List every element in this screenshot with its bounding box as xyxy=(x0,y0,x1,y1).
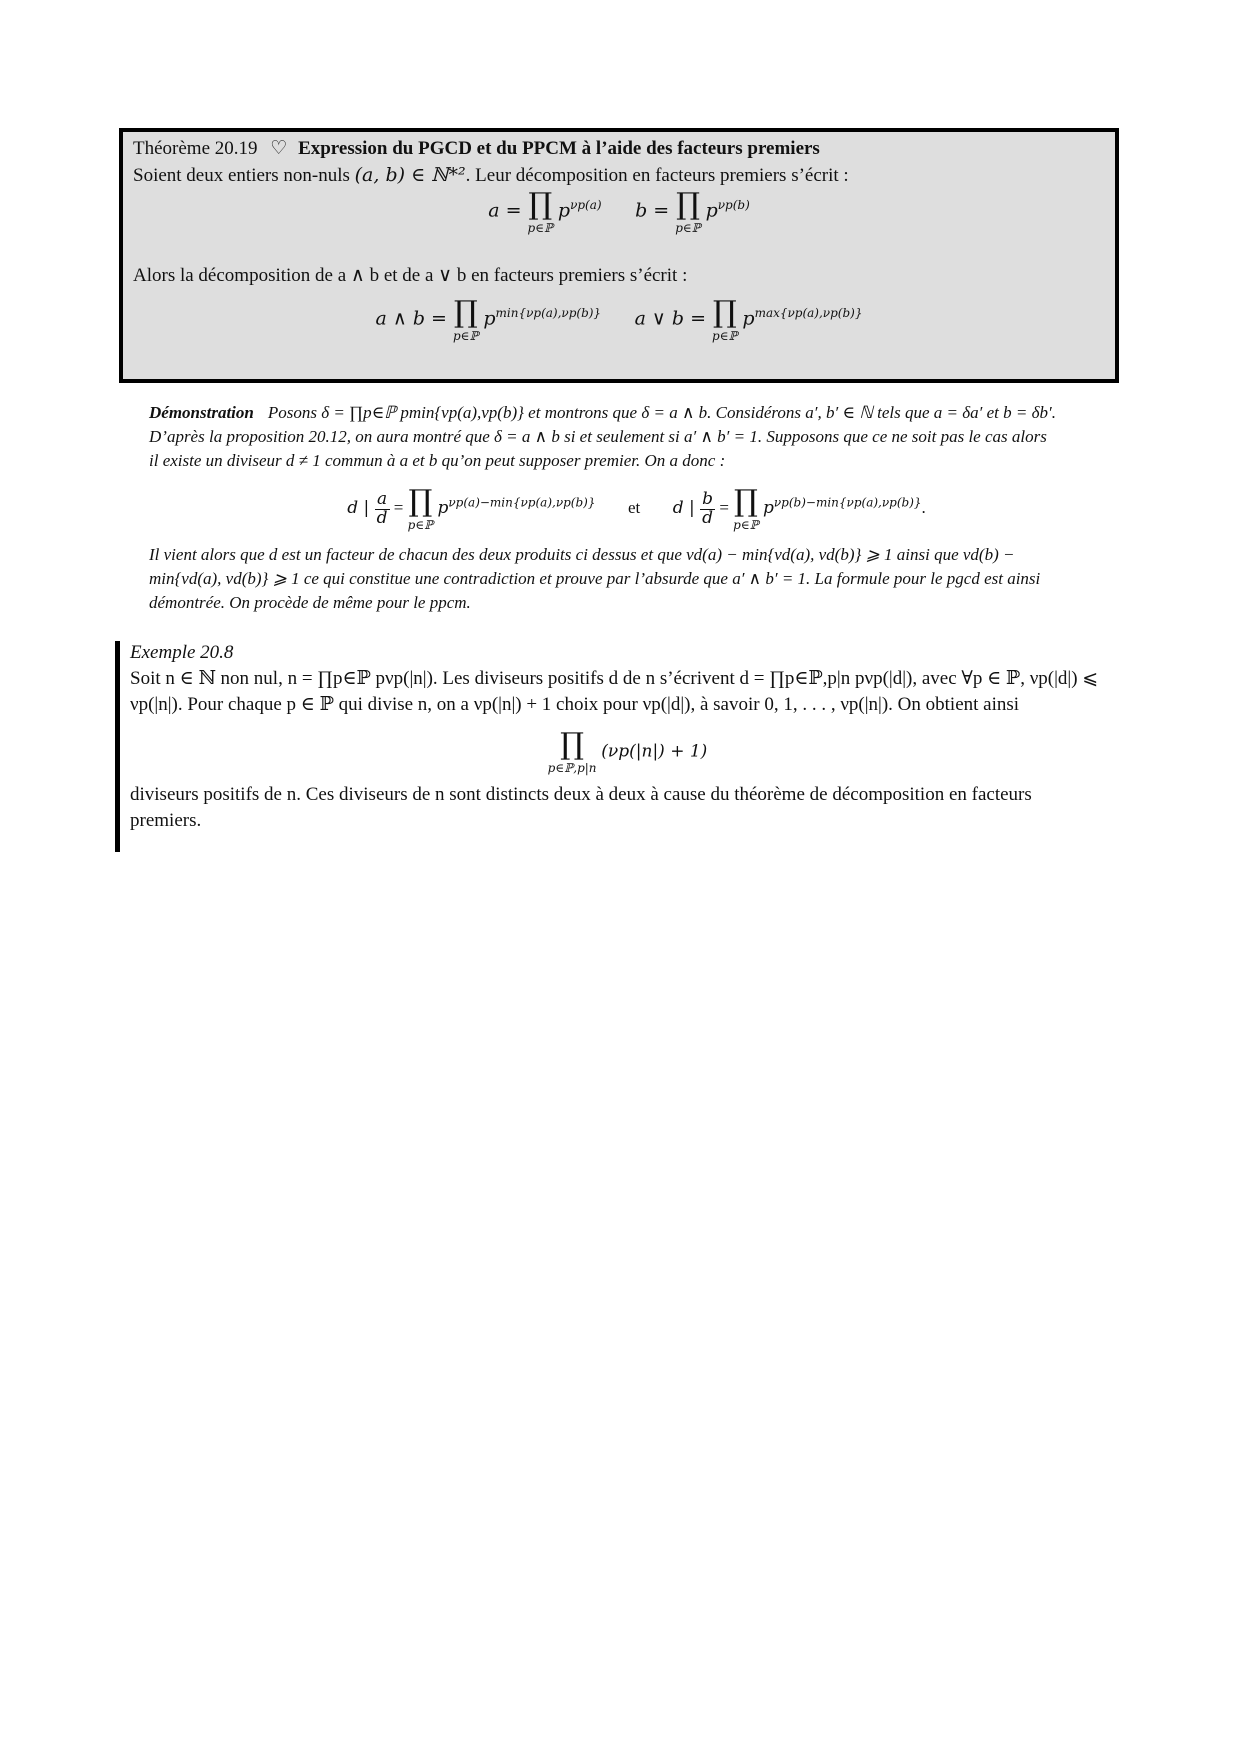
fraction-b-over-d xyxy=(700,488,715,528)
example-line-3: diviseurs positifs de n. Ces diviseurs de n sont distincts deux à deux à cause du théorème de décomposition en facteurs xyxy=(130,784,1032,805)
heart-icon: ♡ xyxy=(270,138,288,159)
proof-line-1-text: Posons δ = ∏p∈ℙ pmin{νp(a),νp(b)} et montrons que δ = a ∧ b. Considérons a′, b′ ∈ ℕ tels que a = δa′ et b = δb′. xyxy=(267,403,1056,422)
eq1-left-exponent: νp(a) xyxy=(570,198,602,213)
product-subscript: p∈ℙ xyxy=(712,329,738,343)
eq1-right-lhs: b = xyxy=(635,199,676,222)
eq2-left-exponent: min{νp(a),νp(b)} xyxy=(495,306,602,321)
example-margin-bar xyxy=(115,641,120,852)
fraction-denominator: d xyxy=(702,507,714,528)
product-subscript: p∈ℙ xyxy=(527,221,554,235)
eq2-left-base: p xyxy=(483,307,496,330)
example-block xyxy=(130,640,1125,834)
proof-eq-left-exponent: νp(a)−min{νp(a),νp(b)} xyxy=(448,495,596,510)
product-symbol: ∏ p∈ℙ,p|n xyxy=(547,727,597,775)
theorem-title: Expression du PGCD et du PPCM à l’aide des facteurs premiers xyxy=(298,138,820,159)
theorem-header xyxy=(133,136,1105,162)
product-subscript: p∈ℙ xyxy=(453,329,479,343)
eq2-right-exponent: max{νp(a),νp(b)} xyxy=(754,306,863,321)
fraction-a-over-d xyxy=(375,488,390,528)
fraction-denominator: d xyxy=(376,507,388,528)
proof-eq-and: et xyxy=(627,497,641,517)
eq1-left-base: p xyxy=(557,199,571,222)
product-subscript: p∈ℙ,p|n xyxy=(547,761,597,775)
fraction-numerator: b xyxy=(702,488,714,509)
proof-equation: d | $\frac{a}{d}$ = ∏ p∈ℙ $p^{\nu p(a)-min\{\nu p(a),\nu p(b)\}}$ et d | $\frac{b}{d}$ = ∏ p∈ℙ $p^{\nu p(b)-min\{\nu p(a),\nu p(b)\}}$. xyxy=(347,484,926,532)
theorem-line-2: Alors la décomposition de a ∧ b et de a ∨ b en facteurs premiers s’écrit : xyxy=(133,265,688,286)
product-symbol: ∏ p∈ℙ xyxy=(712,295,738,343)
proof-line-1 xyxy=(149,401,1124,425)
theorem-equation-1 xyxy=(123,187,1115,235)
example-line-2: νp(|n|). Pour chaque p ∈ ℙ qui divise n, on a νp(|n|) + 1 choix pour νp(|d|), à savoir 0, 1, . . . , νp(|n|). On obtient ainsi xyxy=(130,694,1020,715)
example-line-4: premiers. xyxy=(130,810,202,831)
proof-line-4: Il vient alors que d est un facteur de chacun des deux produits ci dessus et que νd(a) − min{νd(a), νd(b)} ⩾ 1 ainsi que νd(b) − xyxy=(149,545,1015,564)
theorem-line-1-math: (a, b) ∈ ℕ*² xyxy=(354,164,466,186)
proof-line-2: D’après la proposition 20.12, on aura montré que δ = a ∧ b si et seulement si a′ ∧ b′ = 1. Supposons que ce ne soit pas le cas alors xyxy=(149,427,1047,446)
product-subscript: p∈ℙ xyxy=(675,221,701,235)
eq2-right-base: p xyxy=(742,307,755,330)
eq2-left-lhs: a ∧ b = xyxy=(375,307,453,330)
eq1-right-exponent: νp(b) xyxy=(717,198,750,213)
proof-eq-right-pre: d | xyxy=(672,497,701,518)
theorem-box xyxy=(119,128,1119,383)
theorem-label: Théorème 20.19 xyxy=(133,138,258,159)
product-subscript: p∈ℙ xyxy=(733,518,759,532)
proof-block xyxy=(149,401,1124,615)
eq1-right-base: p xyxy=(705,199,718,222)
example-equation xyxy=(130,727,1125,775)
product-symbol: ∏ p∈ℙ xyxy=(527,187,554,235)
proof-line-5: min{νd(a), νd(b)} ⩾ 1 ce qui constitue une contradiction et prouve par l’absurde que a′ ∧ b′ = 1. La formule pour le pgcd est ainsi xyxy=(149,569,1041,588)
theorem-line-1 xyxy=(133,162,1105,189)
proof-line-6: démontrée. On procède de même pour le ppcm. xyxy=(149,593,471,612)
example-line-1: Soit n ∈ ℕ non nul, n = ∏p∈ℙ pνp(|n|). Les diviseurs positifs d de n s’écrivent d = ∏p∈ℙ,p|n pνp(|d|), avec ∀p ∈ ℙ, νp(|d|) ⩽ xyxy=(130,668,1099,689)
eq1-left-lhs: a = xyxy=(488,199,528,222)
product-symbol: ∏ p∈ℙ xyxy=(733,484,759,532)
theorem-line-1-text-a: Soient deux entiers non-nuls xyxy=(133,165,355,186)
product-symbol: ∏ p∈ℙ xyxy=(453,295,479,343)
theorem-equation-2 xyxy=(123,295,1115,343)
fraction-numerator: a xyxy=(375,491,390,510)
product-symbol: ∏ p∈ℙ xyxy=(407,484,434,532)
example-equation-body: (νp(|n|) + 1) xyxy=(601,741,708,762)
theorem-line-1-text-b: . Leur décomposition en facteurs premiers s’écrit : xyxy=(465,165,849,186)
product-symbol: ∏ p∈ℙ xyxy=(675,187,701,235)
product-subscript: p∈ℙ xyxy=(407,518,434,532)
example-title: Exemple 20.8 xyxy=(130,642,234,663)
proof-label: Démonstration xyxy=(149,403,254,422)
eq2-right-lhs: a ∨ b = xyxy=(634,307,713,330)
proof-eq-left-pre: d | xyxy=(347,497,375,518)
proof-eq-right-exponent: νp(b)−min{νp(a),νp(b)} xyxy=(773,495,922,510)
proof-line-3: il existe un diviseur d ≠ 1 commun à a et b qu’on peut supposer premier. On a donc : xyxy=(149,451,726,470)
